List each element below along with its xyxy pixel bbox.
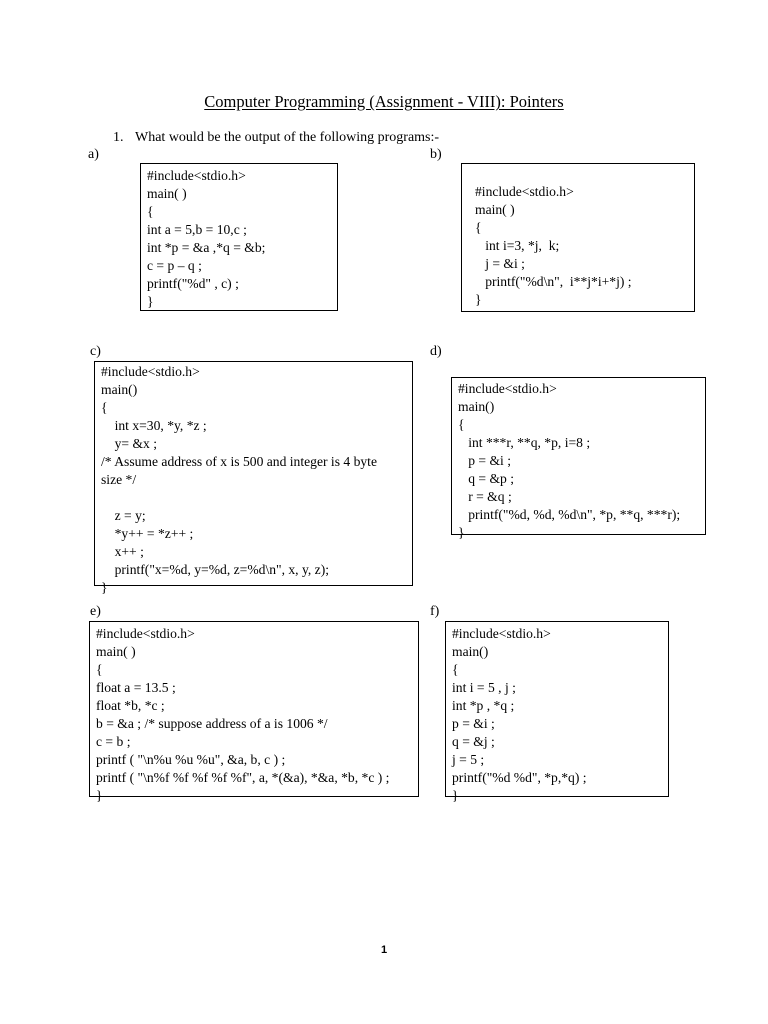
program-a-line: main( ) [147,186,187,201]
program-a-line: #include<stdio.h> [147,168,246,183]
program-a-line: int *p = &a ,*q = &b; [147,240,266,255]
program-f-line: #include<stdio.h> [452,626,551,641]
program-c-line: { [101,400,108,415]
question-number: 1. [113,130,124,145]
program-b-box [461,163,695,312]
program-c-line: y= &x ; [101,436,158,451]
program-a-box [140,163,338,311]
program-a-line: } [147,294,154,309]
label-a: a) [88,147,99,162]
program-c-box [94,361,413,595]
label-f: f) [430,604,440,619]
program-c-line: printf("x=%d, y=%d, z=%d\n", x, y, z); [101,562,330,577]
program-f-line: int *p , *q ; [452,698,515,713]
program-f-line: { [452,662,459,677]
program-b-line: #include<stdio.h> [475,184,574,199]
program-c-line [101,489,412,507]
program-e-line: main( ) [96,644,136,659]
program-d-line: int ***r, **q, *p, i=8 ; [458,435,591,450]
program-f-line: printf("%d %d", *p,*q) ; [452,770,587,785]
label-b: b) [430,147,442,162]
program-d-line: q = &p ; [458,471,515,486]
program-d-box [451,377,706,540]
program-c-line: /* Assume address of x is 500 and integer is 4 byte [101,454,377,469]
program-a-line: int a = 5,b = 10,c ; [147,222,247,237]
program-d-line: #include<stdio.h> [458,381,557,396]
program-d-line: { [458,417,465,432]
program-e-line: float a = 13.5 ; [96,680,176,695]
program-d-line: printf("%d, %d, %d\n", *p, **q, ***r); [458,507,681,522]
assignment-title-text: Computer Programming (Assignment - VIII): Pointers [204,92,564,111]
program-f-line: q = &j ; [452,734,495,749]
program-c-line: size */ [101,472,137,487]
program-f-line: int i = 5 , j ; [452,680,516,695]
program-c-line: int x=30, *y, *z ; [101,418,207,433]
program-d-line: p = &i ; [458,453,511,468]
program-c-line: *y++ = *z++ ; [101,526,194,541]
program-f-box [445,621,669,803]
question-text: What would be the output of the following programs:- [135,130,440,145]
program-a-line: { [147,204,154,219]
program-f-line: p = &i ; [452,716,495,731]
label-e: e) [90,604,101,619]
program-f-line: main() [452,644,489,659]
program-e-line: c = b ; [96,734,131,749]
program-c-line: #include<stdio.h> [101,364,200,379]
program-b-line: j = &i ; [475,256,525,271]
program-c-line: z = y; [101,508,146,523]
program-d-line: } [458,525,465,540]
program-b-line: { [475,220,482,235]
program-f-line: j = 5 ; [452,752,485,767]
program-b-line: int i=3, *j, k; [475,238,560,253]
program-e-line: printf ( "\n%u %u %u", &a, b, c ) ; [96,752,286,767]
program-b-line: printf("%d\n", i**j*i+*j) ; [475,274,632,289]
program-e-box [89,621,419,803]
program-d-line: main() [458,399,495,414]
question [113,130,439,146]
program-d-line: r = &q ; [458,489,512,504]
program-e-line: b = &a ; /* suppose address of a is 1006 */ [96,716,328,731]
assignment-title [0,92,768,112]
program-e-line: } [96,788,103,803]
program-c-line: main() [101,382,138,397]
program-c-line: } [101,580,108,595]
program-f-line: } [452,788,459,803]
label-d: d) [430,344,442,359]
program-e-line: #include<stdio.h> [96,626,195,641]
program-a-line: printf("%d" , c) ; [147,276,239,291]
label-c: c) [90,344,101,359]
program-c-line: x++ ; [101,544,144,559]
program-e-line: { [96,662,103,677]
program-b-line: main( ) [475,202,515,217]
page-number: 1 [380,944,388,956]
program-e-line: float *b, *c ; [96,698,165,713]
program-e-line: printf ( "\n%f %f %f %f %f", a, *(&a), *&a, *b, *c ) ; [96,770,390,785]
program-b-line: } [475,292,482,307]
program-a-line: c = p – q ; [147,258,202,273]
